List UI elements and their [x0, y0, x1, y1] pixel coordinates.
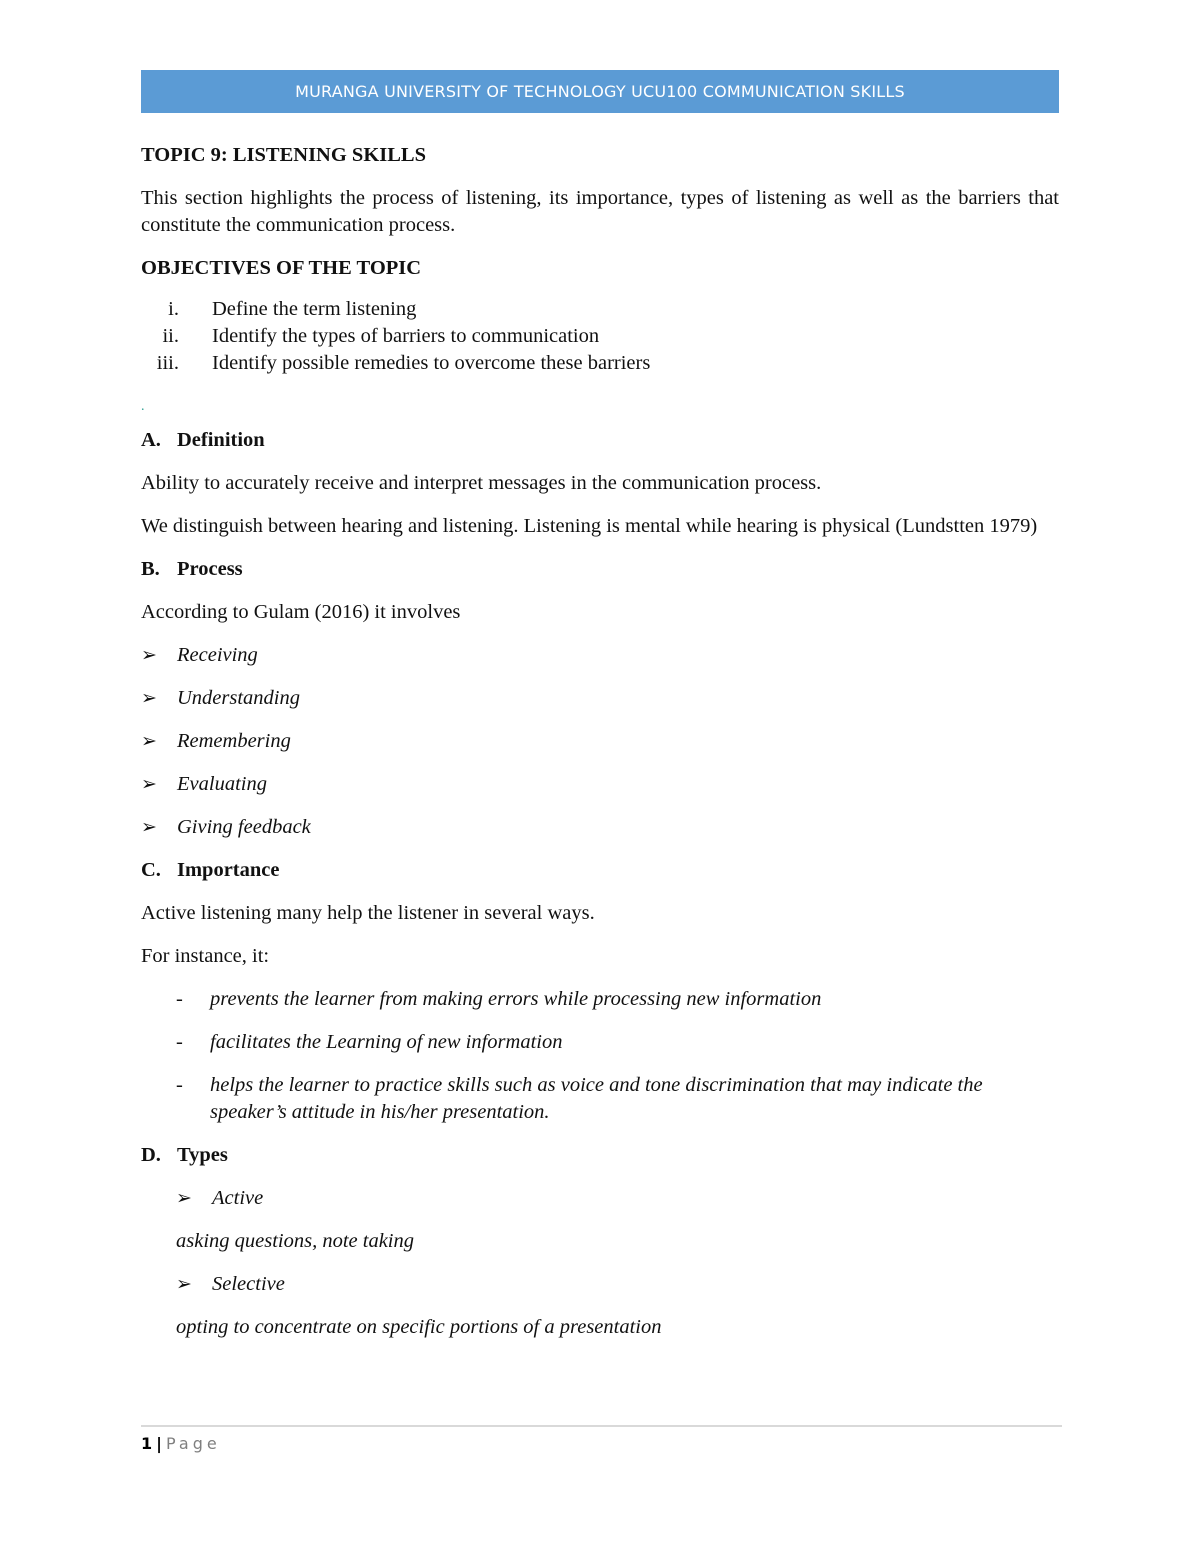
dash-bullet: - [176, 1031, 183, 1053]
section-title: Definition [177, 429, 265, 451]
arrow-bullet-icon: ➢ [141, 731, 157, 752]
section-letter: C. [141, 859, 161, 881]
objective-item [141, 296, 1059, 323]
section-letter: B. [141, 558, 160, 580]
objective-number: iii. [156, 352, 179, 374]
page-label: Page [165, 1434, 221, 1453]
page-header [141, 70, 1059, 113]
topic-intro: This section highlights the process of listening, its importance, types of listening as well as the barriers that constitute the communication process. [141, 187, 1059, 236]
arrow-bullet-icon: ➢ [176, 1188, 192, 1209]
section-title: Types [177, 1144, 228, 1166]
objective-number: i. [168, 298, 179, 320]
topic-title: TOPIC 9: LISTENING SKILLS [141, 144, 427, 166]
arrow-bullet-icon: ➢ [141, 817, 157, 838]
footer-divider [141, 1425, 1062, 1427]
process-item [141, 728, 1059, 755]
importance-text: prevents the learner from making errors while processing new information [210, 988, 822, 1010]
type-item [141, 1185, 1059, 1212]
arrow-bullet-icon: ➢ [141, 645, 157, 666]
section-title: Importance [177, 859, 280, 881]
section-title: Process [177, 558, 243, 580]
process-item [141, 642, 1059, 669]
importance-item [141, 1029, 1059, 1056]
process-item [141, 685, 1059, 712]
hearing-vs-listening: We distinguish between hearing and listening. Listening is mental while hearing is physical (Lundstten 1979) [141, 515, 1038, 537]
section-letter: D. [141, 1144, 161, 1166]
type-name: Active [212, 1187, 264, 1209]
header-title: MURANGA UNIVERSITY OF TECHNOLOGY UCU100 COMMUNICATION SKILLS [295, 82, 905, 101]
process-item [141, 814, 1059, 841]
process-step: Evaluating [177, 773, 267, 795]
stray-mark: . [141, 399, 145, 414]
objectives-heading: OBJECTIVES OF THE TOPIC [141, 257, 422, 279]
process-step: Remembering [177, 730, 291, 752]
section-d-heading [141, 1142, 1059, 1169]
importance-text: helps the learner to practice skills such as voice and tone discrimination that may indicate the speaker’s attitude in his/her presentation. [210, 1074, 983, 1123]
dash-bullet: - [176, 1074, 183, 1096]
objectives-list [141, 296, 1059, 377]
page-number: 1 [141, 1434, 153, 1453]
type-name: Selective [212, 1273, 285, 1295]
objective-text: Identify the types of barriers to communication [212, 325, 600, 347]
document-body [141, 140, 1059, 1341]
footer-separator: | [156, 1434, 162, 1453]
section-a-heading [141, 427, 1059, 454]
objective-text: Identify possible remedies to overcome these barriers [212, 352, 651, 374]
arrow-bullet-icon: ➢ [141, 688, 157, 709]
objective-text: Define the term listening [212, 298, 417, 320]
arrow-bullet-icon: ➢ [176, 1274, 192, 1295]
page-footer [141, 1434, 221, 1453]
importance-item [141, 986, 1059, 1013]
objective-number: ii. [162, 325, 179, 347]
importance-text: facilitates the Learning of new information [210, 1031, 563, 1053]
section-b-heading [141, 556, 1059, 583]
process-item [141, 771, 1059, 798]
arrow-bullet-icon: ➢ [141, 774, 157, 795]
importance-item [141, 1072, 1059, 1126]
process-step: Understanding [177, 687, 300, 709]
definition-text: Ability to accurately receive and interpret messages in the communication process. [141, 472, 822, 494]
objective-item [141, 350, 1059, 377]
type-description: asking questions, note taking [176, 1230, 415, 1252]
process-intro: According to Gulam (2016) it involves [141, 601, 461, 623]
section-letter: A. [141, 429, 161, 451]
type-description: opting to concentrate on specific portions of a presentation [176, 1316, 662, 1338]
type-item [141, 1271, 1059, 1298]
objective-item [141, 323, 1059, 350]
process-step: Receiving [177, 644, 258, 666]
importance-lead: For instance, it: [141, 945, 270, 967]
section-c-heading [141, 857, 1059, 884]
process-step: Giving feedback [177, 816, 311, 838]
dash-bullet: - [176, 988, 183, 1010]
importance-intro: Active listening many help the listener in several ways. [141, 902, 595, 924]
